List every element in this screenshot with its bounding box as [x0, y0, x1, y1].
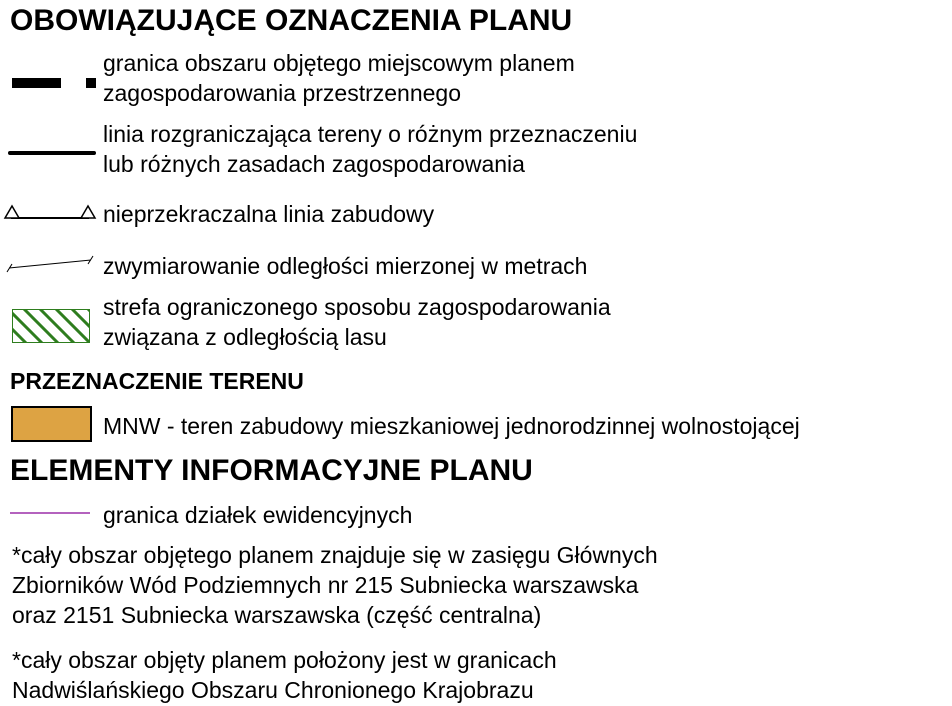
info-heading: ELEMENTY INFORMACYJNE PLANU — [10, 454, 533, 487]
parcel-boundary-symbol — [10, 511, 90, 515]
note-groundwater: *cały obszar objętego planem znajduje się w zasięgu Głównych Zbiorników Wód Podziemnych nr 215 Subniecka warszawska oraz 2151 Subniecka warszawska (część centralna) — [12, 542, 658, 628]
forest-zone-label: strefa ograniczonego sposobu zagospodarowania związana z odległością lasu — [103, 294, 611, 350]
parcel-boundary-label: granica działek ewidencyjnych — [103, 502, 413, 528]
building-line-symbol — [3, 203, 97, 223]
building-line-label: nieprzekraczalna linia zabudowy — [103, 201, 435, 227]
note-landscape-area: *cały obszar objęty planem położony jest w granicach Nadwiślańskiego Obszaru Chronionego Krajobrazu — [12, 647, 557, 703]
purpose-heading: PRZEZNACZENIE TERENU — [10, 368, 304, 394]
plan-boundary-label: granica obszaru objętego miejscowym planem zagospodarowania przestrzennego — [103, 50, 575, 106]
demarcation-line-label: linia rozgraniczająca tereny o różnym przeznaczeniu lub różnych zasadach zagospodarowania — [103, 121, 638, 177]
legend-title: OBOWIĄZUJĄCE OZNACZENIA PLANU — [10, 4, 573, 37]
forest-zone-symbol — [12, 309, 90, 343]
mnw-label: MNW - teren zabudowy mieszkaniowej jednorodzinnej wolnostojącej — [103, 413, 800, 439]
demarcation-line-symbol — [10, 148, 94, 158]
dimensioning-label: zwymiarowanie odległości mierzonej w metrach — [103, 253, 588, 279]
plan-boundary-symbol — [12, 74, 92, 94]
mnw-swatch — [11, 406, 92, 442]
dimensioning-symbol — [5, 256, 95, 272]
